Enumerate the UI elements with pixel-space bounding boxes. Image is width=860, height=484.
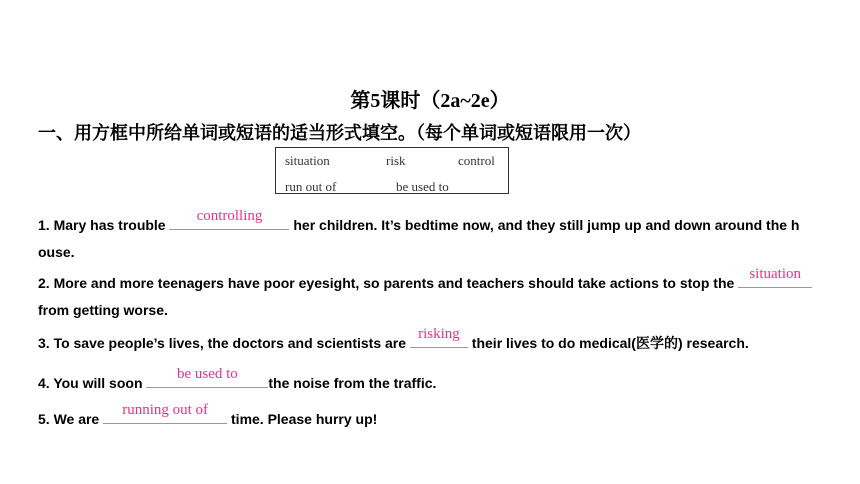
word-box [275,147,509,194]
answer-text: running out of [122,402,209,418]
question-2-continued: from getting worse. [38,302,168,318]
lesson-title: 第5课时（2a~2e） [350,90,510,112]
answer-text: be used to [176,366,238,382]
question-text: their lives to do medical(医学的) research. [467,335,749,351]
answer-text: controlling [196,208,263,224]
exercise-instruction: 一、用方框中所给单词或短语的适当形式填空。（每个单词或短语限用一次） [38,123,641,144]
answer-blank [169,208,289,230]
answer-blank [738,266,812,288]
question-3 [38,326,749,353]
question-2 [38,266,812,291]
question-text: her children. It’s bedtime now, and they still jump up and down around the h [289,217,800,233]
question-5 [38,402,378,427]
question-text: 1. Mary has trouble [38,217,170,233]
answer-text: risking [418,326,460,342]
answer-text: situation [749,266,802,282]
word-box-item: be used to [396,179,449,194]
answer-blank [103,402,227,424]
word-box-item: control [458,153,495,168]
question-text: 2. More and more teenagers have poor eyesight, so parents and teachers should take actions to stop the [38,275,739,291]
question-text: the noise from the traffic. [268,375,437,391]
question-4 [38,366,437,391]
question-text: 3. To save people’s lives, the doctors and scientists are [38,335,410,351]
question-1-continued: ouse. [38,244,75,260]
word-box-item: situation [285,153,330,168]
answer-blank [410,326,468,348]
question-1 [38,208,800,233]
question-text: time. Please hurry up! [227,411,378,427]
question-text: 5. We are [38,411,104,427]
question-text: 4. You will soon [38,375,147,391]
answer-blank [146,366,268,388]
word-box-item: run out of [285,179,337,194]
word-box-item: risk [386,153,406,168]
